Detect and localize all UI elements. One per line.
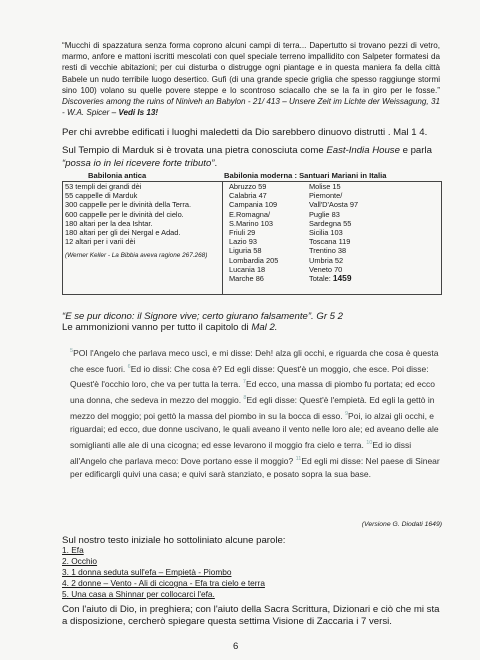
modern-column-2	[305, 182, 441, 294]
page-number: 6	[233, 641, 239, 652]
table-cell: 300 cappelle per le divinità della Terra.	[65, 200, 191, 210]
table-cell: Sicilia 103	[309, 228, 343, 238]
verse-text: Ed ecco, una massa di piombo fu portata; ed ecco una donna, che sedeva in mezzo del moggio.	[70, 379, 435, 405]
paragraph-closing: Con l'aiuto di Dio, in preghiera; con l'aiuto della Sacra Scrittura, Dizionari e ciò che mi sta a disposizione, cercherò spiegare questa settima Visione di Zaccaria i 7 versi.	[62, 604, 440, 627]
quote-citation-bold: Vedi Is 13!	[118, 108, 159, 118]
table-cell: Vall'D'Aosta 97	[309, 200, 359, 210]
comparison-table	[62, 181, 442, 295]
paragraph-geremia	[62, 311, 440, 333]
verse-text: Ed egli disse: Quest'è l'empietà. Ed egli la gettò in mezzo del moggio; poi gettò la massa del piombo in su la bocca di esso.	[70, 394, 435, 421]
list-item: 3. 1 donna seduta sull'efa – Empietà - Piombo	[62, 567, 232, 577]
verse-number: 10	[366, 439, 373, 446]
table-cell: 180 altari per la dea Ishtar.	[65, 218, 153, 228]
paragraph-mal: Per chi avrebbe edificati i luoghi maledetti da Dio sarebbero dinuovo distrutti . Mal 1 4.	[62, 127, 428, 138]
paragraph-underlined-intro: Sul nostro testo iniziale ho sottoliniato alcune parole:	[62, 535, 286, 546]
table-cell: Abruzzo 59	[229, 182, 267, 191]
geremia-quote: “E se pur dicono: il Signore vive; certo giurano falsamente”. Gr 5 2	[62, 311, 344, 322]
table-cell: 53 templi dei grandi dèi	[65, 182, 142, 191]
table-cell: Marche 86	[229, 274, 264, 284]
table-cell: Trentino 38	[309, 246, 347, 256]
underlined-word-list	[62, 545, 265, 600]
total-value: 1459	[332, 273, 352, 284]
table-cell: 55 cappelle di Marduk	[65, 191, 138, 201]
verse-number: 5	[70, 348, 74, 354]
verse-number: 8	[243, 394, 247, 401]
verse-number: 11	[295, 455, 302, 462]
ancient-column	[63, 182, 223, 294]
bible-source: (Versione G. Diodati 1649)	[361, 521, 442, 528]
list-item: 1. Efa	[62, 545, 84, 555]
verse-text: Poi, io alzai gli occhi, e riguardai; ed ecco, due donne uscivano, le quali aveano il vento nelle loro ale; ed aveano delle ale somiglianti alle ale di una cicogna; ed esse levarono il moggio fra cielo e terra.	[70, 410, 439, 450]
verse-number: 7	[242, 379, 246, 386]
list-item: 2. Occhio	[62, 556, 98, 566]
paragraph-marduk: Sul Tempio di Marduk si è trovata una pietra conosciuta come East-India House e parla “possa io in lei ricevere forte tributo”.	[62, 145, 432, 169]
table-cell: Friuli 29	[229, 228, 256, 238]
table-cell: Veneto 70	[309, 264, 343, 274]
bible-passage	[70, 345, 442, 482]
table-cell: Campania 109	[229, 200, 278, 210]
verse-text: POI l'Angelo che parlava meco uscì, e mi disse: Deh! alza gli occhi, e riguarda che cosa è questa che esce fuori.	[70, 347, 439, 374]
verse-text: Ed io dissi all'Angelo che parlava meco: Dove portano esse il moggio?	[70, 439, 412, 466]
verse-number: 6	[127, 363, 131, 370]
table-header-ancient: Babilonia antica	[88, 171, 147, 180]
quote-citation: Discoveries among the ruins of Niniveh an Babylon - 21/ 413 – Unsere Zeit im Lichte der Weissagung, 31 - W.A. Spicer – Vedi Is 13!	[62, 97, 440, 118]
verse-text: Ed egli mi disse: Nel paese di Sinear per edificargli quivi una casa; e quivi sarà stanziato, e posato sopra la sua base.	[70, 455, 440, 480]
table-cell: 180 altari per gli dei Nergal e Adad.	[65, 228, 181, 238]
table-total: Totale: 1459	[309, 273, 352, 284]
table-cell: Lazio 93	[229, 237, 257, 247]
table-cell: Umbria 52	[309, 255, 344, 265]
list-item: 4. 2 donne – Vento - Ali di cicogna - Efa tra cielo e terra	[62, 578, 265, 588]
table-header-modern: Babilonia moderna : Santuari Mariani in Italia	[224, 171, 387, 180]
verse-number: 9	[344, 410, 349, 417]
table-cell: 600 cappelle per le divinità del cielo.	[65, 209, 184, 219]
table-cell: S.Marino 103	[229, 218, 273, 228]
verse-text: Ed io dissi: Che cosa è? Ed egli disse: Quest'è un moggio, che esce. Poi disse: Quest'è l'occhio loro, che va per tutta la terra.	[70, 363, 429, 390]
babylon-quote	[62, 40, 440, 118]
table-cell: Sardegna 55	[309, 218, 352, 228]
table-cell: Lucania 18	[229, 264, 266, 274]
table-cell: Puglie 83	[309, 209, 340, 219]
table-cell: Lombardia 205	[229, 255, 279, 265]
modern-column-1	[223, 182, 305, 294]
table-cell: Calabria 47	[229, 191, 267, 201]
table-cell: Piemonte/	[309, 191, 343, 201]
admonitions-line: Le ammonizioni vanno per tutto il capitolo di Mal 2.	[62, 322, 278, 333]
table-reference: (Werner Keller - La Bibbia aveva ragione 267.268)	[65, 252, 208, 260]
table-cell: Liguria 58	[229, 246, 262, 256]
table-cell: Molise 15	[309, 182, 341, 191]
table-cell: 12 altari per i varii dèi	[65, 237, 136, 247]
quote-text: “Mucchi di spazzatura senza forma coprono alcuni campi di terra... Dapertutto si trovano pezzi di vetro, marmo, anfore e mattoni iscritti mescolati con quel speciale terreno impallidito con Salpeter formatesi da resti di vecchie abitazioni; per cui disturba o distrugge ogni piantage e in questa maniera fa della città Babele un nudo terribile luogo desertico. Gufi (di una grande specie griglia che spesso raggiunge stormi sino 100) volano su quelle povere steppe e lo scontroso sciacallo che se la fa in giro per le fosse.”	[62, 41, 440, 95]
list-item: 5. Una casa a Shinnar per collocarci l'efa.	[62, 589, 215, 599]
table-cell: Toscana 119	[309, 237, 351, 247]
table-cell: E.Romagna/	[229, 209, 271, 219]
